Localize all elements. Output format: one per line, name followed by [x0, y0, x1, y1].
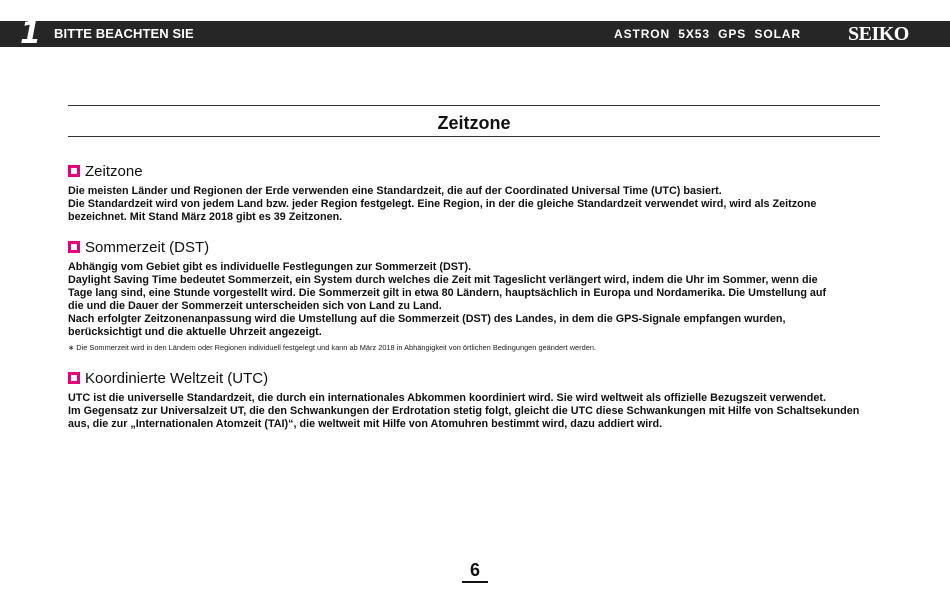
header-bar	[0, 16, 950, 51]
magenta-square-icon	[68, 241, 80, 253]
section-text: Die meisten Länder und Regionen der Erde verwenden eine Standardzeit, die auf der Coordinated Universal Time (UTC) basiert. Die Standardzeit wird von jedem Land bzw. jeder Region festgelegt. Eine Region, in der die gleiche Standardzeit verwendet wird, wird als Zeitzone bezeichnet. Mit Stand März 2018 gibt es 39 Zeitzonen.	[68, 185, 817, 223]
section-heading	[68, 161, 880, 181]
chapter-number: 1	[20, 16, 41, 51]
model-name: ASTRON 5X53 GPS SOLAR	[614, 27, 801, 41]
section-text: Abhängig vom Gebiet gibt es individuelle Festlegungen zur Sommerzeit (DST). Daylight Saving Time bedeutet Sommerzeit, ein System durch welches die Zeit mit Tageslicht verlängert wird, indem die Uhr im Sommer, wenn die Tage lang sind, eine Stunde vorgestellt wird. Die Sommerzeit gilt in etwa 80 Ländern, hauptsächlich in Europa und Nordamerika. Die Umstellung auf die und die Dauer der Sommerzeit unterscheiden sich von Land zu Land. Nach erfolgter Zeitzonenanpassung wird die Umstellung auf die Sommerzeit (DST) des Landes, in dem die GPS-Signale empfangen wurden, berücksichtigt und die aktuelle Uhrzeit angezeigt.	[68, 261, 827, 338]
section-heading-label: Zeitzone	[85, 162, 143, 180]
page-number: 6	[462, 559, 488, 583]
section-zeitzone	[68, 161, 880, 224]
section-heading	[68, 237, 880, 257]
footnote: ∗ Die Sommerzeit wird in den Ländern oder Regionen individuell festgelegt und kann ab März 2018 in Abhängigkeit von örtlichen Bedingungen geändert werden.	[68, 343, 596, 352]
section-text: UTC ist die universelle Standardzeit, die durch ein internationales Abkommen koordiniert wird. Sie wird weltweit als offizielle Bezugszeit verwendet. Im Gegensatz zur Universalzeit UT, die den Schwankungen der Erdrotation stetig folgt, gleicht die UTC diese Schwankungen mit Hilfe von Schaltsekunden aus, die zur „Internationalen Atomzeit (TAI)“, die weltweit mit Hilfe von Atomuhren bestimmt wird, dazu addiert wird.	[68, 392, 860, 430]
section-heading	[68, 368, 880, 388]
section-utc	[68, 368, 880, 431]
title-rule-bottom	[68, 136, 880, 137]
title-rule-top	[68, 105, 880, 106]
section-heading-label: Koordinierte Weltzeit (UTC)	[85, 369, 269, 387]
section-heading-label: Sommerzeit (DST)	[85, 238, 210, 256]
brand-logo: SEIKO	[848, 23, 909, 45]
page-title: Zeitzone	[437, 113, 511, 133]
magenta-square-icon	[68, 372, 80, 384]
chapter-title: BITTE BEACHTEN SIE	[54, 26, 194, 41]
magenta-square-icon	[68, 165, 80, 177]
section-sommerzeit	[68, 237, 880, 353]
